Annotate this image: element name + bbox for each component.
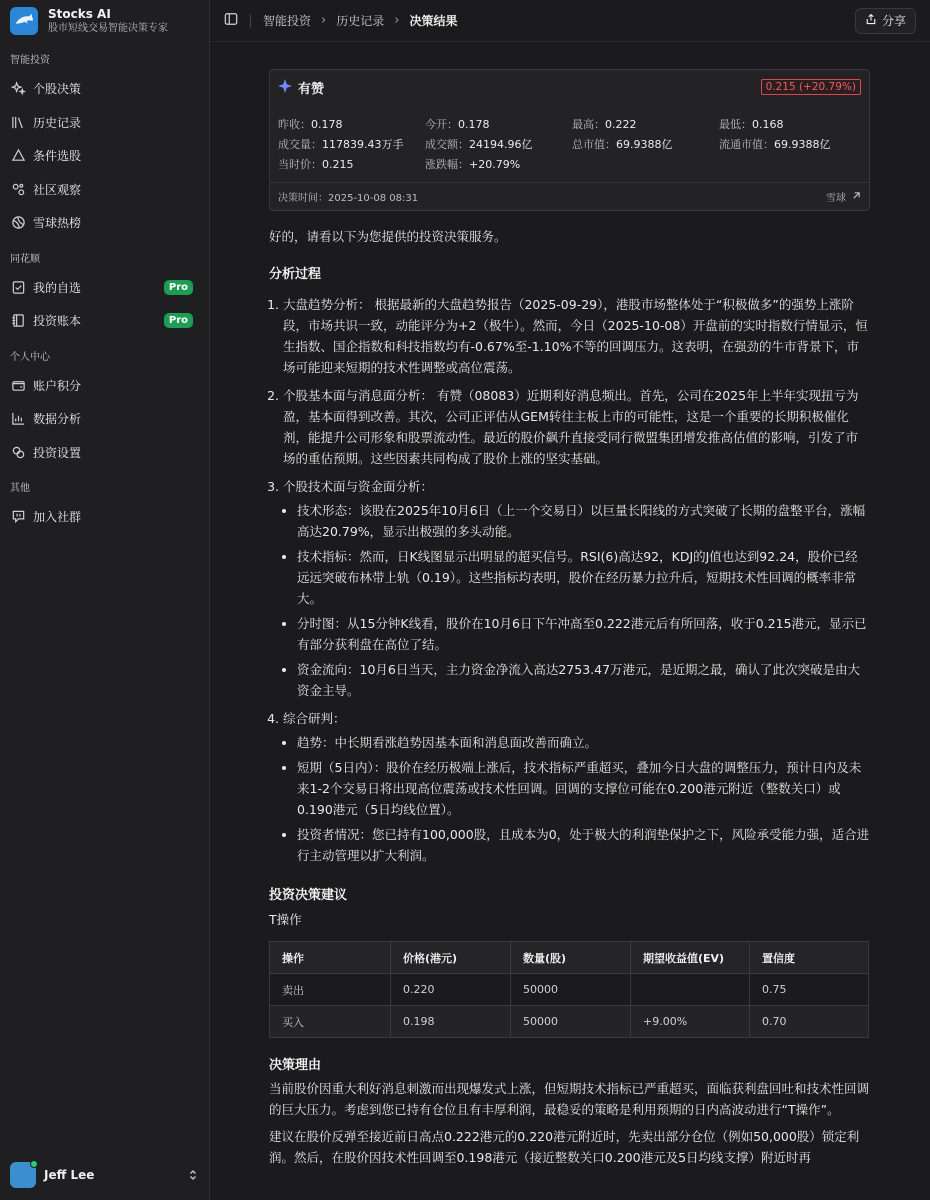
- tech-heading: 个股技术面与资金面分析：: [283, 479, 434, 494]
- table-cell: +9.00%: [631, 1006, 750, 1038]
- list-item: • 短期（5日内）：股价在经历极端上涨后，技术指标严重超买，叠加今日大盘的调整压力，预计日内及未来1-2个交易日将出现高位震荡或技术性回调。回调的支撑位可能在0.200港元附近（整数关口）或0.190港元（5日均线位置）。: [297, 757, 870, 820]
- sidebar-item-ledger[interactable]: [0, 304, 209, 338]
- app-name: Stocks AI: [48, 6, 111, 21]
- share-icon: [865, 13, 877, 28]
- stat-volume: 成交量：117839.43万手: [278, 138, 404, 151]
- summary-list: [283, 732, 870, 866]
- share-label: 分享: [881, 14, 906, 28]
- wallet-icon: [10, 377, 26, 393]
- table-header: 价格(港元): [391, 942, 511, 974]
- dolphin-logo-icon: [10, 7, 38, 35]
- intro-text: 好的，请看以下为您提供的投资决策服务。: [269, 229, 507, 244]
- sidebar-item-settings[interactable]: [0, 436, 209, 470]
- reason-paragraph: 建议在股价反弹至接近前日高点0.222港元的0.220港元附近时，先卖出部分仓位（例如50,000股）锁定利润。然后，在股价因技术性回调至0.198港元（接近整数关口0.200港元及5日均线支撑）附近时再: [269, 1129, 860, 1165]
- list-item: • 分时图：从15分钟K线看，股价在10月6日下午冲高至0.222港元后有所回落，收于0.215港元，显示已有部分获利盘在高位了结。: [297, 613, 870, 655]
- stat-float-cap: 流通市值：69.9388亿: [719, 138, 831, 151]
- table-row: [270, 974, 869, 1006]
- triangle-icon: [10, 148, 26, 164]
- sidebar-item-label: 我的自选: [33, 280, 82, 295]
- analysis-item: 1. 大盘趋势分析： 根据最新的大盘趋势报告（2025-09-29），港股市场整体处于“积极做多”的强势上涨阶段，市场共识一致，动能评分为+2（极牛）。然而，今日（2025-10-08）开盘前的实时指数行情显示，恒生指数、国企指数和科技指数均有-0.67%至-1.10%不等的回调压力。这表明，在强劲的牛市背景下，市场可能迎来短期的技术性调整或高位震荡。: [283, 294, 870, 378]
- table-header: 操作: [270, 942, 391, 974]
- group-label-personal: 个人中心: [10, 351, 50, 363]
- table-cell: 0.220: [391, 974, 511, 1006]
- brand[interactable]: [0, 0, 209, 42]
- sidebar-item-label: 数据分析: [33, 412, 82, 427]
- app-subtitle: 股市短线交易智能决策专家: [48, 22, 168, 34]
- table-row: [270, 1006, 869, 1038]
- card-footer: [270, 182, 869, 210]
- chevron-right-icon: ›: [394, 13, 400, 28]
- sidebar-item-label: 雪球热榜: [33, 216, 82, 231]
- list-item: • 投资者情况：您已持有100,000股，且成本为0，处于极大的利润垫保护之下，风险承受能力强，适合进行主动管理以扩大利润。: [297, 824, 870, 866]
- group-label-invest: 智能投资: [10, 55, 50, 66]
- sidebar-item-label: 条件选股: [33, 149, 82, 164]
- stat-market-cap: 总市值：69.9388亿: [572, 138, 673, 151]
- bar-chart-icon: [10, 411, 26, 427]
- list-item: • 资金流向：10月6日当天，主力资金净流入高达2753.47万港元，是近期之最，确认了此次突破是由大资金主导。: [297, 659, 870, 701]
- chevron-right-icon: ›: [321, 13, 327, 28]
- analysis-heading: 分析过程: [269, 267, 322, 282]
- trade-table: [269, 941, 869, 1038]
- table-header: 置信度: [750, 942, 869, 974]
- ledger-icon: [10, 313, 26, 329]
- table-cell: 0.75: [750, 974, 869, 1006]
- avatar: [10, 1162, 36, 1188]
- globe-icon: [10, 215, 26, 231]
- chat-icon: [10, 509, 26, 525]
- stat-turnover: 成交额：24194.96亿: [425, 138, 533, 151]
- t-operation-label: T操作: [269, 912, 302, 927]
- table-cell: [631, 974, 750, 1006]
- analysis-item: [283, 708, 870, 866]
- source-link[interactable]: [826, 189, 861, 204]
- table-cell: 买入: [270, 1006, 391, 1038]
- stat-change-pct: 涨跌幅：+20.79%: [425, 158, 521, 171]
- sidebar-item-label: 投资账本: [33, 314, 82, 329]
- analysis-item: 2. 个股基本面与消息面分析： 有赞（08083）近期利好消息频出。首先，公司在2025年上半年实现扭亏为盈，基本面得到改善。其次，公司正评估从GEM转往主板上市的可能性，这是一个重要的长期积极催化剂，能提升公司形象和股票流动性。最近的股价飙升直接受同行微盟集团增发推高估值的影响，引发了市场的重估预期。这些因素共同构成了股价上涨的坚实基础。: [283, 385, 870, 469]
- tech-list: [283, 500, 870, 701]
- sidebar-item-stock-decision[interactable]: [0, 72, 209, 106]
- library-icon: [10, 114, 26, 130]
- sidebar-item-label: 账户积分: [33, 378, 82, 393]
- sidebar-item-analytics[interactable]: [0, 402, 209, 436]
- table-cell: 0.198: [391, 1006, 511, 1038]
- reason-heading: 决策理由: [269, 1058, 322, 1073]
- sidebar: [0, 0, 210, 1200]
- stock-stats: [270, 104, 869, 177]
- pro-badge: Pro: [164, 313, 193, 328]
- sidebar-item-label: 社区观察: [33, 182, 82, 197]
- pro-badge: Pro: [164, 280, 193, 295]
- table-cell: 卖出: [270, 974, 391, 1006]
- main-area: [210, 0, 930, 1200]
- list-item: • 技术形态：该股在2025年10月6日（上一个交易日）以巨量长阳线的方式突破了长期的盘整平台，涨幅高达20.79%，显示出极强的多头动能。: [297, 500, 870, 542]
- topbar: [210, 0, 930, 42]
- sidebar-item-screener[interactable]: [0, 139, 209, 173]
- table-header: 期望收益值(EV): [631, 942, 750, 974]
- table-header: 数量(股): [511, 942, 631, 974]
- user-menu[interactable]: [0, 1150, 209, 1200]
- chevron-up-down-icon[interactable]: [187, 1166, 199, 1185]
- sidebar-item-xueqiu-hot[interactable]: [0, 206, 209, 240]
- reason-paragraph: 当前股价因重大利好消息刺激而出现爆发式上涨，但短期技术指标已严重超买，面临获利盘回吐和技术性回调的巨大压力。考虑到您已持有仓位且有丰厚利润，最稳妥的策略是利用预期的日内高波动进行“T操作”。: [269, 1081, 870, 1117]
- sidebar-item-label: 历史记录: [33, 115, 82, 130]
- sidebar-item-label: 加入社群: [33, 510, 82, 525]
- checklist-icon: [10, 279, 26, 295]
- sidebar-toggle-icon[interactable]: [224, 11, 238, 30]
- table-cell: 50000: [511, 1006, 631, 1038]
- table-cell: 50000: [511, 974, 631, 1006]
- sidebar-item-points[interactable]: [0, 369, 209, 403]
- analysis-item: [283, 476, 870, 701]
- share-button[interactable]: [855, 8, 916, 34]
- breadcrumb-item-current: 决策结果: [409, 14, 458, 28]
- table-header-row: [270, 942, 869, 974]
- analysis-list: [269, 294, 870, 866]
- summary-heading: 综合研判：: [283, 711, 346, 726]
- online-status-dot: [30, 1160, 38, 1168]
- sparkles-icon: [10, 81, 26, 97]
- stat-high: 最高：0.222: [572, 118, 637, 131]
- group-label-other: 其他: [10, 483, 30, 494]
- user-name: Jeff Lee: [44, 1168, 95, 1182]
- divider: [250, 14, 251, 28]
- group-label-ths: 同花顺: [10, 253, 40, 265]
- breadcrumb: [263, 12, 457, 29]
- sidebar-item-label: 投资设置: [33, 445, 82, 460]
- stat-low: 最低：0.168: [719, 118, 784, 131]
- advice-heading: 投资决策建议: [269, 888, 348, 903]
- table-cell: 0.70: [750, 1006, 869, 1038]
- source-label: 雪球: [826, 193, 846, 204]
- sparkle-icon: [278, 78, 292, 97]
- sidebar-item-watchlist[interactable]: [0, 271, 209, 305]
- decision-content: [269, 42, 870, 1168]
- price-change-badge: 0.215 (+20.79%): [761, 79, 861, 95]
- arrow-up-right-icon: [852, 191, 861, 203]
- stat-prev-close: 昨收：0.178: [278, 118, 343, 131]
- sidebar-item-join-group[interactable]: [0, 500, 209, 534]
- settings-icon: [10, 444, 26, 460]
- breadcrumb-item-invest[interactable]: 智能投资: [263, 14, 312, 28]
- decision-time: 决策时间：2025-10-08 08:31: [278, 193, 419, 204]
- stock-card: [269, 69, 870, 211]
- sidebar-item-history[interactable]: [0, 106, 209, 140]
- stat-open: 今开：0.178: [425, 118, 490, 131]
- stock-name: 有赞: [298, 81, 325, 97]
- people-icon: [10, 181, 26, 197]
- stat-current-price: 当时价：0.215: [278, 158, 354, 171]
- breadcrumb-item-history[interactable]: 历史记录: [336, 14, 385, 28]
- sidebar-item-label: 个股决策: [33, 82, 82, 97]
- sidebar-item-community[interactable]: [0, 173, 209, 207]
- list-item: • 技术指标：然而，日K线图显示出明显的超买信号。RSI(6)高达92，KDJ的J值也达到92.24，股价已经远远突破布林带上轨（0.19）。这些指标均表明，股价在经历暴力拉升后，短期技术性回调的概率非常大。: [297, 546, 870, 609]
- list-item: • 趋势：中长期看涨趋势因基本面和消息面改善而确立。: [297, 732, 870, 753]
